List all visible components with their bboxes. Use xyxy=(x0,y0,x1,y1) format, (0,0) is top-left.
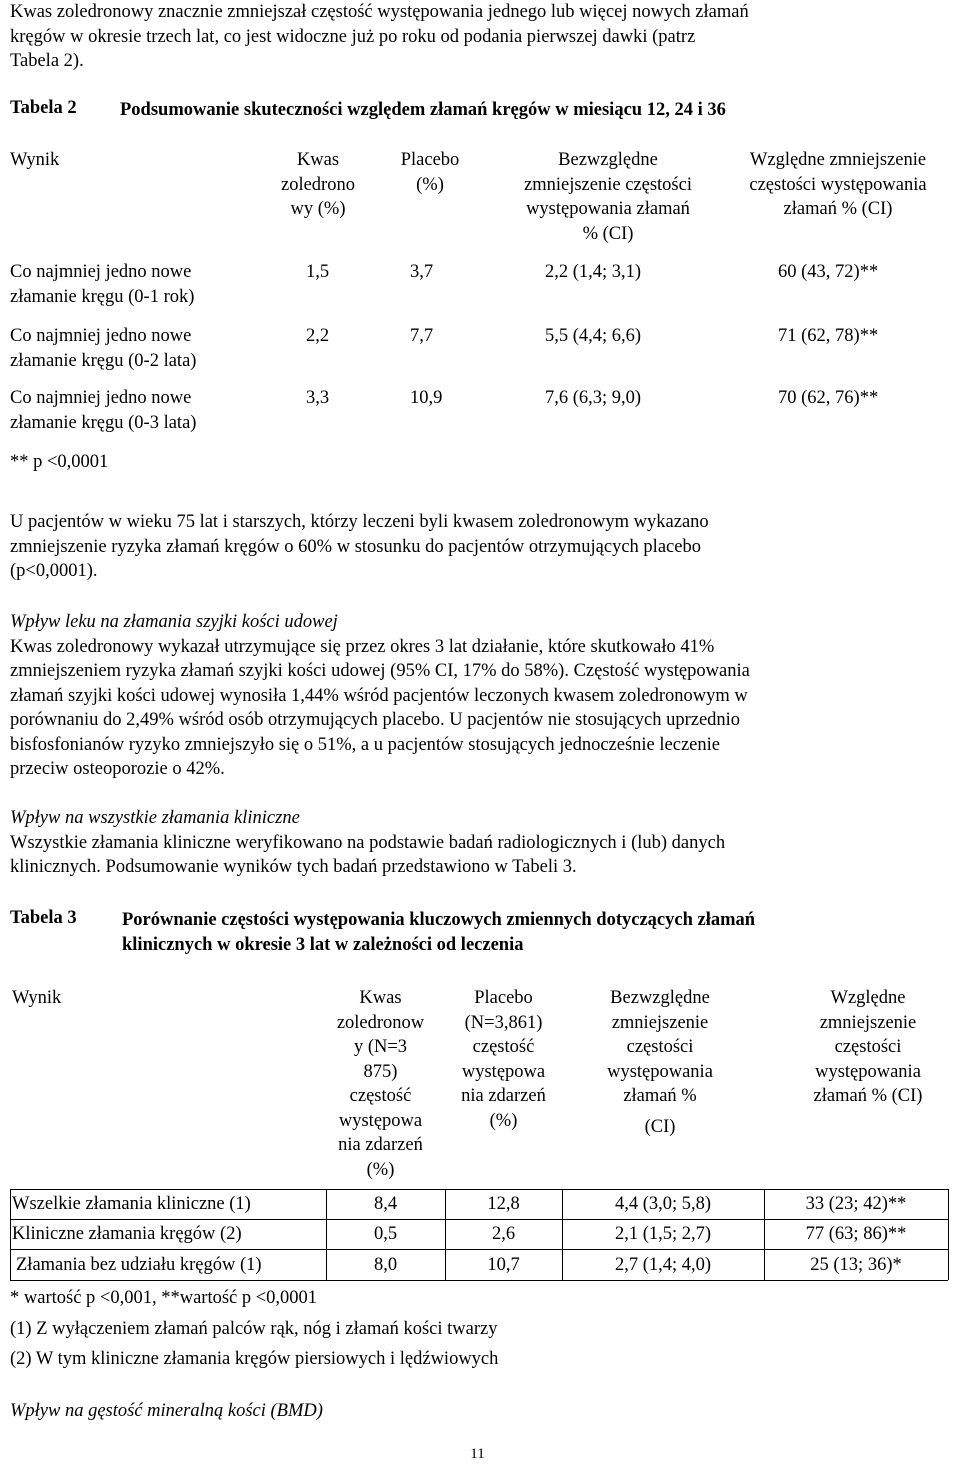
table2-footnote: ** p <0,0001 xyxy=(10,452,109,472)
table2-cell: 7,6 (6,3; 9,0) xyxy=(545,388,642,408)
table3-cell: 77 (63; 86)** xyxy=(805,1224,907,1244)
table3-cell: 10,7 xyxy=(487,1255,520,1275)
table2-caption: Podsumowanie skuteczności względem złamań kręgów w miesiącu 12, 24 i 36 xyxy=(120,100,726,120)
table2-cell: 1,5 xyxy=(306,262,330,282)
table2-label: Tabela 2 xyxy=(10,98,77,118)
clinical-section: Wpływ na wszystkie złamania kliniczne Wszystkie złamania kliniczne weryfikowano na podstawie badań radiologicznych i (lub) danych klinicznych. Podsumowanie wyników tych badań przedstawiono w Tabeli 3. xyxy=(10,808,726,877)
table3-cell: 0,5 xyxy=(373,1224,398,1244)
table3-cell: 2,7 (1,4; 4,0) xyxy=(614,1255,712,1275)
table2-cell: 5,5 (4,4; 6,6) xyxy=(545,326,642,346)
table3-header-placebo: Placebo (N=3,861) częstość występowa nia zdarzeń (%) xyxy=(461,988,546,1131)
table2-cell: 3,7 xyxy=(410,262,434,282)
table3-footnote: (2) W tym kliniczne złamania kręgów piersiowych i lędźwiowych xyxy=(10,1349,499,1369)
table2-header-kwas: Kwas zoledrono wy (%) xyxy=(281,150,355,219)
table3-caption: Porównanie częstości występowania kluczowych zmiennych dotyczących złamań klinicznych w okresie 3 lat w zależności od leczenia xyxy=(122,910,756,955)
page-number: 11 xyxy=(470,1446,485,1462)
table3-row-label: Wszelkie złamania kliniczne (1) xyxy=(12,1194,251,1214)
table3-footnote: * wartość p <0,001, **wartość p <0,0001 xyxy=(10,1288,318,1308)
table3-header-wzgledne: Względne zmniejszenie częstości występowania złamań % (CI) xyxy=(813,988,923,1106)
table3-cell: 8,4 xyxy=(373,1194,398,1214)
table2-row-label: Co najmniej jedno nowe złamanie kręgu (0-2 lata) xyxy=(10,326,197,371)
table3-cell: 12,8 xyxy=(487,1194,520,1214)
table2-header-wzgledne: Względne zmniejszenie częstości występowania złamań % (CI) xyxy=(749,150,927,219)
section-heading: Wpływ leku na złamania szyjki kości udowej xyxy=(10,612,338,632)
table2-header-wynik: Wynik xyxy=(10,150,60,170)
table3-row-label: Złamania bez udziału kręgów (1) xyxy=(16,1255,262,1275)
table3-cell: 25 (13; 36)* xyxy=(810,1255,902,1275)
table3-header-bezwzgledne: Bezwzględne zmniejszenie częstości występowania złamań % (CI) xyxy=(607,988,713,1137)
table3-row-label: Kliniczne złamania kręgów (2) xyxy=(12,1224,242,1244)
intro-line: Kwas zoledronowy znacznie zmniejszał częstość występowania jednego lub więcej nowych złamań xyxy=(10,2,749,22)
intro-line: Tabela 2). xyxy=(10,51,84,71)
intro-paragraph xyxy=(10,0,749,74)
table2-header-bezwzgledne: Bezwzględne zmniejszenie częstości występowania złamań % (CI) xyxy=(524,150,692,244)
table2-cell: 3,3 xyxy=(306,388,330,408)
table2-cell: 2,2 (1,4; 3,1) xyxy=(545,262,642,282)
table2-row-label: Co najmniej jedno nowe złamanie kręgu (0-1 rok) xyxy=(10,262,195,307)
hip-section: Wpływ leku na złamania szyjki kości udowej Kwas zoledronowy wykazał utrzymujące się przez okres 3 lat działanie, które skutkowało 41% zmniejszeniem ryzyka złamań szyjki kości udowej (95% CI, 17% do 58%). Częstość występowania złamań szyjki kości udowej wynosiła 1,44% wśród pacjentów leczonych kwasem zoledronowym w porównaniu do 2,49% wśród osób otrzymujących placebo. U pacjentów nie stosujących uprzednio bisfosfonianów ryzyko zmniejszyło się o 51%, a u pacjentów stosujących jednocześnie leczenie przeciw osteoporozie o 42%. xyxy=(10,612,750,779)
table2-cell: 7,7 xyxy=(410,326,434,346)
table2-header-placebo: Placebo (%) xyxy=(400,150,460,195)
table3-cell: 2,1 (1,5; 2,7) xyxy=(614,1224,712,1244)
intro-line: kręgów w okresie trzech lat, co jest widoczne już po roku od podania pierwszej dawki (patrz xyxy=(10,26,696,47)
table3-cell: 33 (23; 42)** xyxy=(805,1194,907,1214)
table3-label: Tabela 3 xyxy=(10,908,77,928)
elderly-paragraph: U pacjentów w wieku 75 lat i starszych, którzy leczeni byli kwasem zoledronowym wykazano zmniejszenie ryzyka złamań kręgów o 60% w stosunku do pacjentów otrzymujących placebo (p<0,0001). xyxy=(10,512,709,581)
section-heading-bmd: Wpływ na gęstość mineralną kości (BMD) xyxy=(10,1401,323,1421)
table3-cell: 8,0 xyxy=(373,1255,398,1275)
table2-cell: 70 (62, 76)** xyxy=(778,388,879,408)
section-heading: Wpływ na wszystkie złamania kliniczne xyxy=(10,808,300,828)
table2-cell: 10,9 xyxy=(410,388,443,408)
table3-header-kwas: Kwas zoledronow y (N=3 875) częstość występowa nia zdarzeń (%) xyxy=(336,988,425,1180)
table2-row-label: Co najmniej jedno nowe złamanie kręgu (0-3 lata) xyxy=(10,388,197,433)
table3-cell: 2,6 xyxy=(491,1224,516,1244)
table2-cell: 71 (62, 78)** xyxy=(778,326,879,346)
table2-cell: 60 (43, 72)** xyxy=(778,262,879,282)
table3-header-wynik: Wynik xyxy=(12,988,62,1008)
table2-cell: 2,2 xyxy=(306,326,330,346)
table3-footnote: (1) Z wyłączeniem złamań palców rąk, nóg i złamań kości twarzy xyxy=(10,1319,498,1339)
table3-cell: 4,4 (3,0; 5,8) xyxy=(614,1194,712,1214)
